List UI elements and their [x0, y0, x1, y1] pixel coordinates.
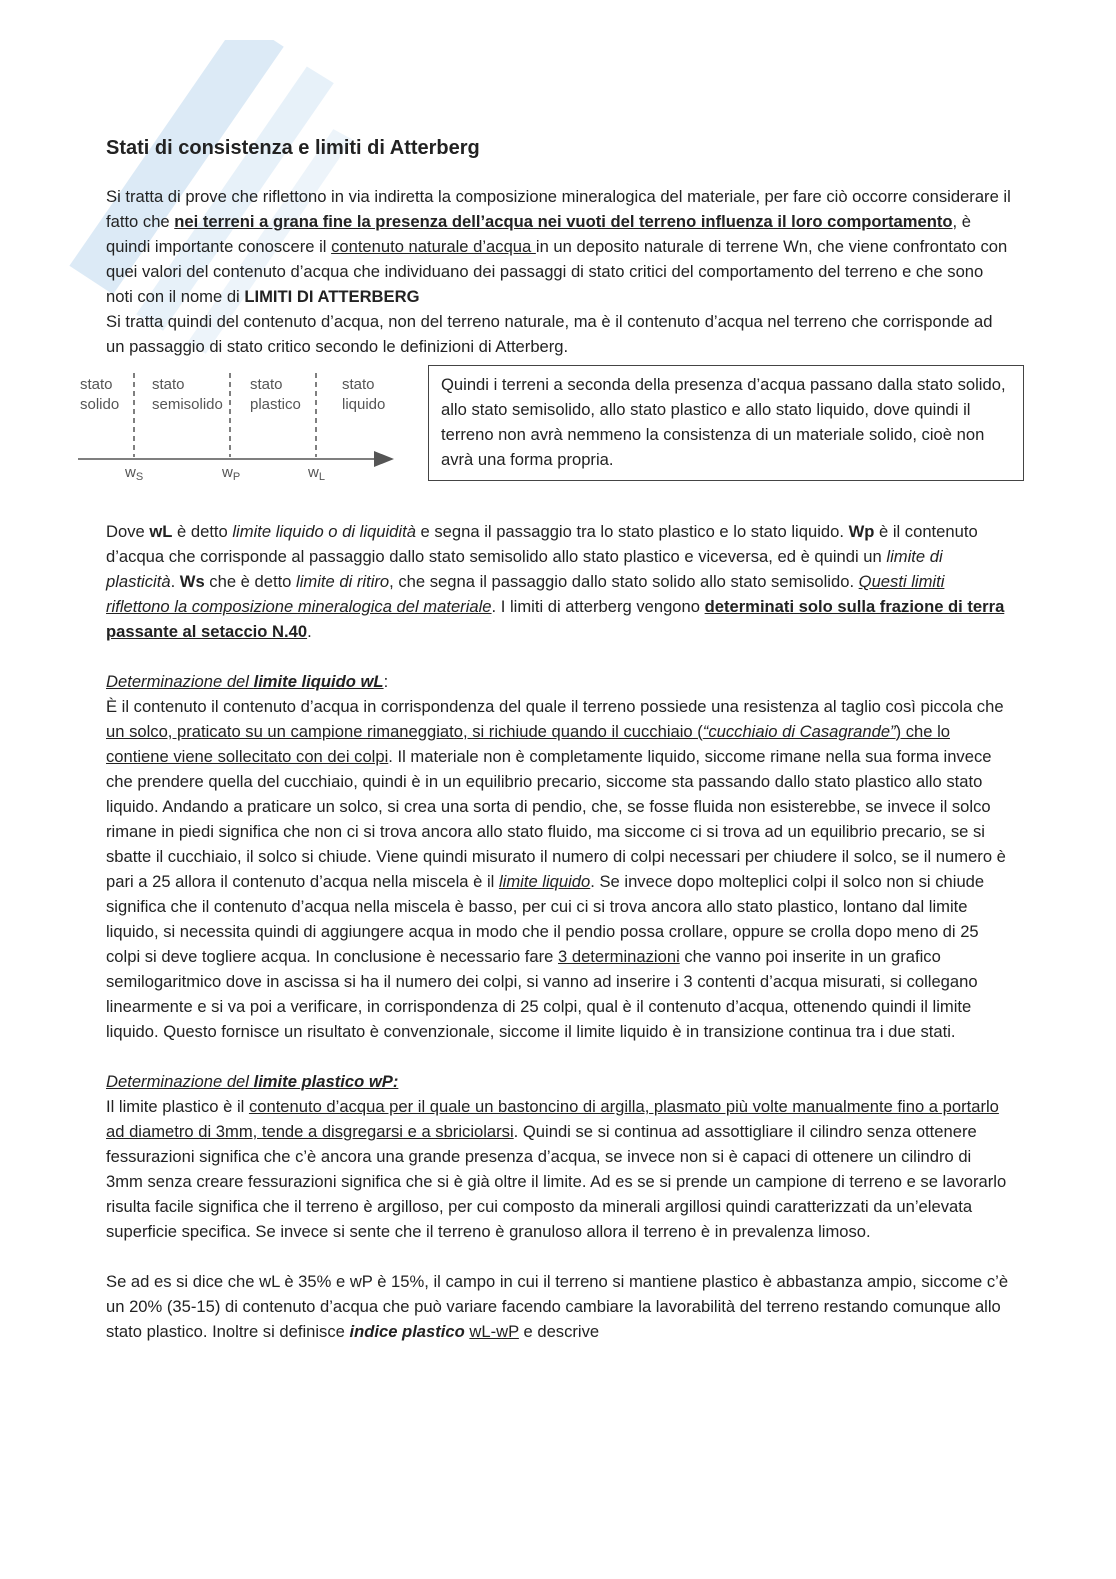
page-title: Stati di consistenza e limiti di Atterberg	[106, 137, 480, 159]
state-label-liquid-1: stato	[342, 376, 375, 393]
section-heading-wp: Determinazione del limite plastico wP:	[106, 1072, 399, 1091]
definitions-paragraph: Dove wL è detto limite liquido o di liquidità e segna il passaggio tra lo stato plastico e lo stato liquido. Wp è il contenuto d’acqua che corrisponde al passaggio dallo stato semisolido allo stato plastico e viceversa, ed è quindi un limite di plasticità. Ws che è detto limite di ritiro, che segna il passaggio dallo stato solido allo stato semisolido. Questi limiti riflettono la composizione mineralogica del materiale. I limiti di atterberg vengono determinati solo sulla frazione di terra passante al setaccio N.40.	[106, 522, 1005, 641]
state-label-semisolid-2: semisolido	[152, 396, 223, 413]
state-label-solid-2: solido	[80, 396, 120, 413]
ws-label: $w_S$	[125, 464, 144, 483]
section-heading-wl: Determinazione del limite liquido wL:	[106, 672, 389, 691]
callout-box: Quindi i terreni a seconda della presenza d’acqua passano dalla stato solido, allo stato semisolido, allo stato plastico e allo stato liquido, dove quindi il terreno non avrà nemmeno la consistenza di un materiale solido, cioè non avrà una forma propria.	[428, 365, 1024, 481]
state-label-solid-1: stato	[80, 376, 113, 393]
wp-label: $w_P$	[222, 464, 241, 483]
consistency-diagram-row	[80, 365, 1011, 505]
intro-paragraph: Si tratta di prove che riflettono in via indiretta la composizione mineralogica del materiale, per fare ciò occorre considerare il fatto che nei terreni a grana fine la presenza dell’acqua nei vuoti del terreno influenza il loro comportamento, è quindi importante conoscere il contenuto naturale d’acqua in un deposito naturale di terrene Wn, che viene confrontato con quei valori del contenuto d’acqua che individuano dei passaggi di stato critici del comportamento del terreno e che sono noti con il nome di LIMITI DI ATTERBERG	[106, 187, 1011, 306]
wl-paragraph: È il contenuto il contenuto d’acqua in corrispondenza del quale il terreno possiede una resistenza al taglio così piccola che un solco, praticato su un campione rimaneggiato, si richiude quando il cucchiaio (“cucchiaio di Casagrande”) che lo contiene viene sollecitato con dei colpi. Il materiale non è completamente liquido, siccome rimane nella sua forma invece che prendere quella del cucchiaio, quindi è in un equilibrio precario, siccome sta passando dallo stato plastico allo stato liquido. Andando a praticare un solco, si crea una sorta di pendio, che, se fosse fluida non esisterebbe, se invece il solco rimane in piedi significa che non ci si trova ancora allo stato fluido, ma siccome ci si trova ad un equilibrio precario, se si sbatte il cucchiaio, il solco si chiude. Viene quindi misurato il numero di colpi necessari per chiudere il solco, se il numero è pari a 25 allora il contenuto d’acqua nella miscela è il limite liquido. Se invece dopo molteplici colpi il solco non si chiude significa che il contenuto d’acqua nella miscela è basso, per cui ci si trova ancora allo stato plastico, lontano dal limite liquido, si necessita quindi di aggiungere acqua in modo che il pendio possa crollare, oppure se crolla dopo meno di 25 colpi si deve togliere acqua. In conclusione è necessario fare 3 determinazioni che vanno poi inserite in un grafico semilogaritmico dove in ascissa si ha il numero dei colpi, si vanno ad inserire i 3 contenti d’acqua misurati, si collegano linearmente e si va poi a verificare, in corrispondenza di 25 colpi, qual è il contenuto d’acqua, ottenendo quindi il limite liquido. Questo fornisce un risultato è convenzionale, siccome il limite liquido è in transizione continua tra i due stati.	[106, 697, 1006, 1041]
intro-paragraph-2: Si tratta quindi del contenuto d’acqua, non del terreno naturale, ma è il contenuto d’acqua nel terreno che corrisponde ad un passaggio di stato critico secondo le definizioni di Atterberg.	[106, 312, 993, 356]
state-label-liquid-2: liquido	[342, 396, 386, 413]
state-label-plastic-2: plastico	[250, 396, 301, 413]
state-label-plastic-1: stato	[250, 376, 283, 393]
wl-label: $w_L$	[308, 464, 325, 483]
wp-paragraph: Il limite plastico è il contenuto d’acqua per il quale un bastoncino di argilla, plasmato più volte manualmente fino a portarlo ad diametro di 3mm, tende a disgregarsi e a sbriciolarsi. Quindi se si continua ad assottigliare il cilindro senza ottenere fessurazioni significa che c’è ancora una grande presenza d’acqua, se invece non si è capaci di ottenere un cilindro di 3mm senza creare fessurazioni significa che si è già oltre il limite. Ad es se si prende un campione di terreno e se lavorarlo risulta facile significa che il terreno è argilloso, per cui composto da minerali argillosi quindi caratterizzati da un’elevata superficie specifica. Se invece si sente che il terreno è granuloso allora il terreno è in prevalenza limoso.	[106, 1097, 1007, 1241]
state-label-semisolid-1: stato	[152, 376, 185, 393]
consistency-states-diagram	[78, 365, 398, 485]
document-content	[80, 134, 1011, 1344]
final-paragraph: Se ad es si dice che wL è 35% e wP è 15%, il campo in cui il terreno si mantiene plastico è abbastanza ampio, siccome c’è un 20% (35-15) di contenuto d’acqua che può variare facendo cambiare la lavorabilità del terreno restando comunque allo stato plastico. Inoltre si definisce indice plastico wL-wP e descrive	[106, 1272, 1009, 1341]
